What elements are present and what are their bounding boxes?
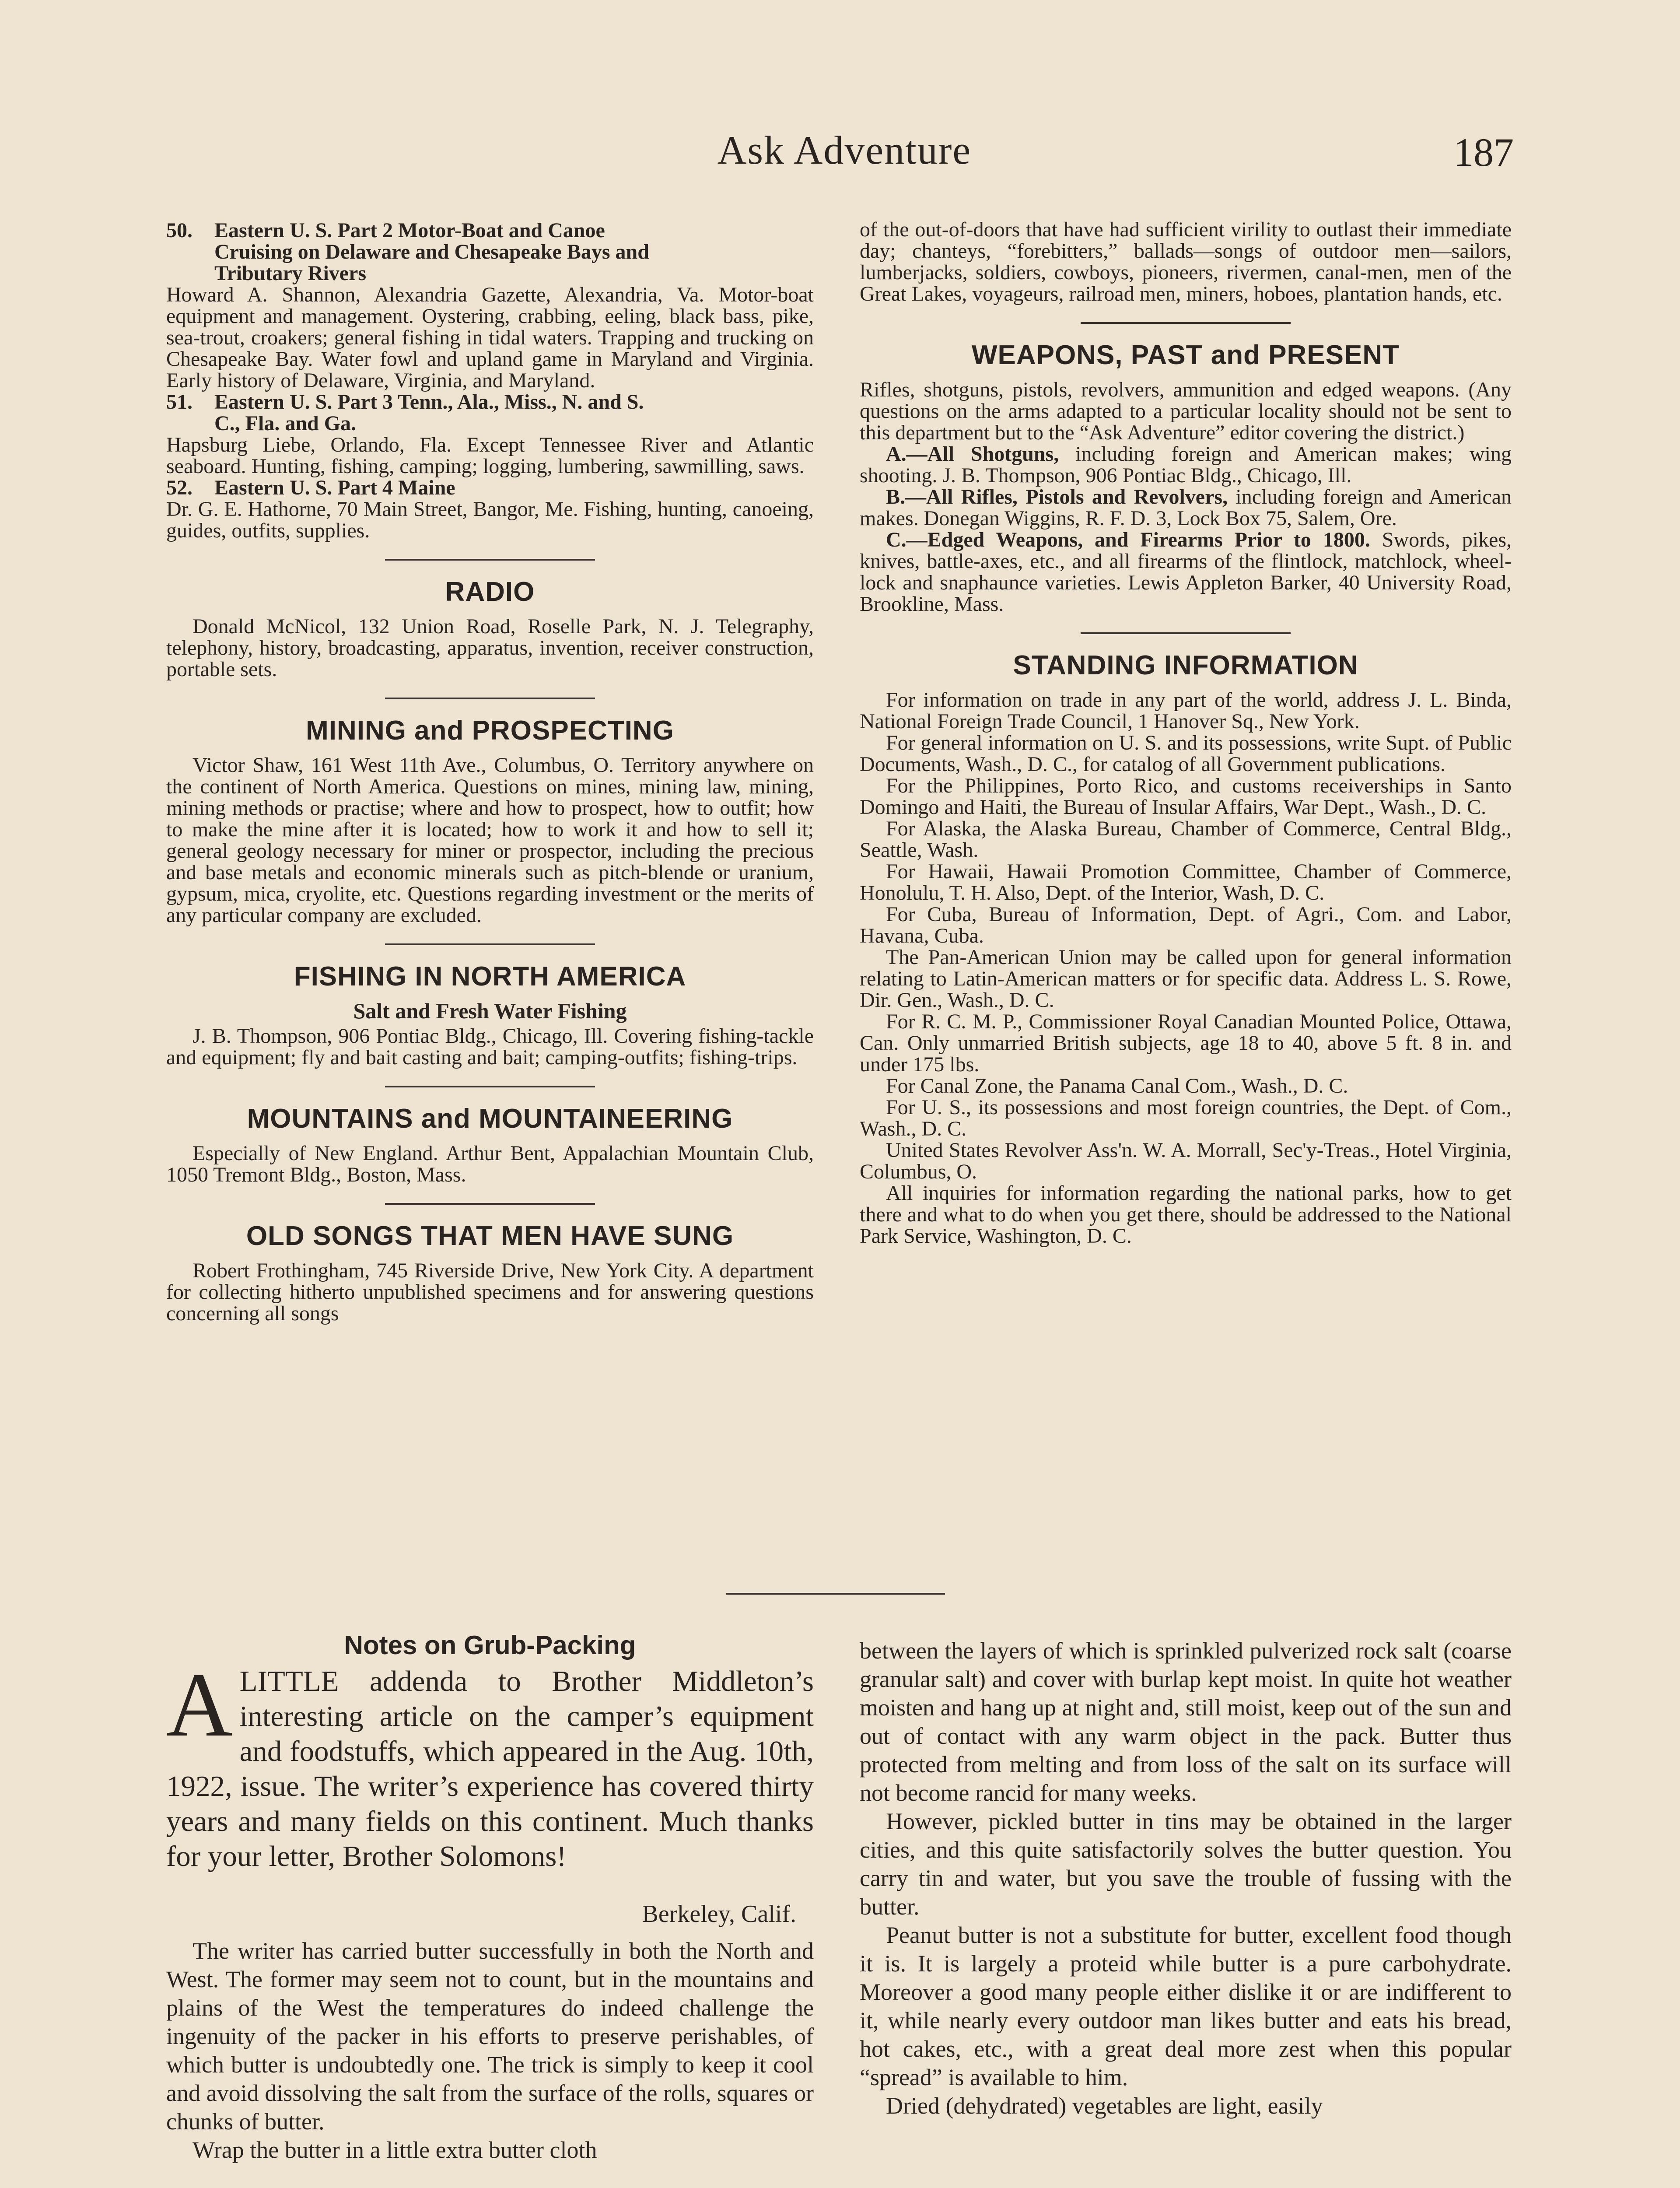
article-paragraph: Dried (dehydrated) vegetables are light, easily: [886, 2093, 1323, 2119]
entry-body: Hapsburg Liebe, Orlando, Fla. Except Tennessee River and Atlantic seaboard. Hunting, fishing, camping; logging, lumbering, sawmilling, saws.: [166, 433, 814, 478]
standing-info-item: For Canal Zone, the Panama Canal Com., Wash., D. C.: [886, 1074, 1348, 1098]
section-body-radio: Donald McNicol, 132 Union Road, Roselle Park, N. J. Telegraphy, telephony, history, broadcasting, apparatus, invention, receiver construction, portable sets.: [166, 615, 814, 681]
entry-title: C., Fla. and Ga.: [214, 412, 357, 435]
section-body-fishing: J. B. Thompson, 906 Pontiac Bldg., Chicago, Ill. Covering fishing-tackle and equipment; fly and bait casting and bait; camping-outfits; fishing-trips.: [166, 1024, 814, 1069]
section-heading-radio: RADIO: [445, 577, 535, 607]
section-divider: [1081, 322, 1291, 324]
article-lead: [166, 1654, 814, 1874]
weapons-entry-title: B.—All Rifles, Pistols and Revolvers,: [886, 485, 1228, 508]
notes-right-column: [860, 1637, 1512, 2120]
section-heading-fishing: FISHING IN NORTH AMERICA: [294, 961, 686, 992]
article-divider: [726, 1593, 945, 1595]
standing-info-item: For the Philippines, Porto Rico, and customs receiverships in Santo Domingo and Haiti, the Bureau of Insular Affairs, War Dept., Wash., D. C.: [860, 774, 1512, 819]
entry-title: Eastern U. S. Part 3 Tenn., Ala., Miss., N. and S.: [214, 390, 644, 414]
section-divider: [385, 698, 595, 699]
standing-info-list: [860, 689, 1512, 1247]
section-subheading-fishing: Salt and Fresh Water Fishing: [353, 999, 627, 1023]
entry-number: 52.: [166, 476, 192, 499]
standing-info-item: All inquiries for information regarding the national parks, how to get there and what to do when you get there, should be addressed to the National Park Service, Washington, D. C.: [860, 1182, 1512, 1248]
weapons-entry-body: including foreign and American makes; wing shooting. J. B. Thompson, 906 Pontiac Bldg., Chicago, Ill.: [860, 442, 1512, 487]
entry-title: Tributary Rivers: [214, 262, 367, 285]
standing-info-item: The Pan-American Union may be called upon for general information relating to Latin-American matters or for specific data. Address L. S. Rowe, Dir. Gen., Wash., D. C.: [860, 946, 1512, 1012]
entry-52: [166, 477, 814, 541]
weapons-entry-body: including foreign and American makes. Donegan Wiggins, R. F. D. 3, Lock Box 75, Salem, Ore.: [860, 485, 1512, 530]
drop-cap: A: [166, 1654, 233, 1756]
songs-continued: of the out-of-doors that have had sufficient virility to outlast their immediate day; chanteys, “forebitters,” ballads—songs of outdoor men—sailors, lumberjacks, soldiers, cowboys, pioneers, rivermen, canal-men, men of the Great Lakes, voyageurs, railroad men, miners, hoboes, plantation hands, etc.: [860, 218, 1512, 305]
section-heading-mining: MINING and PROSPECTING: [306, 715, 674, 746]
article-paragraph: Wrap the butter in a little extra butter cloth: [192, 2137, 597, 2163]
running-title: Ask Adventure: [717, 128, 972, 172]
notes-left-column: [166, 1630, 814, 2164]
weapons-entry-title: C.—Edged Weapons, and Firearms Prior to 1800.: [886, 528, 1370, 551]
entry-50: [166, 220, 814, 391]
section-divider: [385, 1203, 595, 1205]
weapons-intro: Rifles, shotguns, pistols, revolvers, ammunition and edged weapons. (Any questions on the arms adapted to a particular locality should not be sent to this department but to the “Ask Adventure” editor covering the district.): [860, 378, 1512, 444]
entry-body: Dr. G. E. Hathorne, 70 Main Street, Bangor, Me. Fishing, hunting, canoeing, guides, outfits, supplies.: [166, 498, 814, 542]
article-paragraph: between the layers of which is sprinkled pulverized rock salt (coarse granular salt) and cover with burlap kept moist. In quite hot weather moisten and hang up at night and, still moist, keep out of the sun and out of contact with any warm object in the pack. Butter thus protected from melting and from loss of the salt on its surface will not become rancid for many weeks.: [860, 1637, 1512, 1806]
right-column: [860, 219, 1512, 1247]
standing-info-item: For Hawaii, Hawaii Promotion Committee, Chamber of Commerce, Honolulu, T. H. Also, Dept. of the Interior, Wash, D. C.: [860, 860, 1512, 905]
section-body-mountains: Especially of New England. Arthur Bent, Appalachian Mountain Club, 1050 Tremont Bldg., Boston, Mass.: [166, 1142, 814, 1186]
section-body-songs: Robert Frothingham, 745 Riverside Drive, New York City. A department for collecting hitherto unpublished specimens and for answering questions concerning all songs: [166, 1259, 814, 1325]
standing-info-item: For general information on U. S. and its possessions, write Supt. of Public Documents, Wash., D. C., for catalog of all Government publications.: [860, 731, 1512, 776]
entry-title: Cruising on Delaware and Chesapeake Bays and: [214, 240, 649, 263]
section-body-mining: Victor Shaw, 161 West 11th Ave., Columbus, O. Territory anywhere on the continent of North America. Questions on mines, mining law, mining, mining methods or practise; where and how to prospect, how to outfit; how to make the mine after it is located; how to work it and how to sell it; general geology necessary for miner or prospector, including the precious and base metals and economic minerals such as pitch-blende or uranium, gypsum, mica, cryolite, etc. Questions regarding investment or the merits of any particular company are excluded.: [166, 754, 814, 927]
section-heading-standing: STANDING INFORMATION: [1013, 650, 1358, 680]
weapons-entry-body: Swords, pikes, knives, battle-axes, etc., and all firearms of the flintlock, matchlock, wheel-lock and snaphaunce varieties. Lewis Appleton Barker, 40 University Road, Brookline, Mass.: [860, 528, 1512, 616]
section-divider: [385, 559, 595, 561]
signoff: Berkeley, Calif.: [642, 1900, 796, 1928]
article-paragraph: The writer has carried butter successfully in both the North and West. The former may seem not to count, but in the mountains and plains of the West the temperatures do indeed challenge the ingenuity of the packer in his efforts to preserve perishables, of which butter is undoubtedly one. The trick is simply to keep it cool and avoid dissolving the salt from the surface of the rolls, squares or chunks of butter.: [166, 1938, 814, 2135]
entry-51: [166, 391, 814, 477]
page-number: 187: [1453, 130, 1514, 175]
standing-info-item: United States Revolver Ass'n. W. A. Morrall, Sec'y-Treas., Hotel Virginia, Columbus, O.: [860, 1139, 1512, 1183]
section-divider: [1081, 632, 1291, 634]
weapons-entry-title: A.—All Shotguns,: [886, 442, 1059, 466]
section-divider: [385, 1086, 595, 1087]
entry-title: Eastern U. S. Part 2 Motor-Boat and Canoe: [214, 219, 605, 242]
entry-number: 50.: [166, 219, 192, 242]
weapons-entry-b: [860, 486, 1512, 529]
entry-body: Howard A. Shannon, Alexandria Gazette, Alexandria, Va. Motor-boat equipment and management. Oystering, crabbing, eeling, black bass, pike, sea-trout, croakers; general fishing in tidal waters. Trapping and trucking on Chesapeake Bay. Water fowl and upland game in Maryland and Virginia. Early history of Delaware, Virginia, and Maryland.: [166, 283, 814, 392]
standing-info-item: For U. S., its possessions and most foreign countries, the Dept. of Com., Wash., D. C.: [860, 1096, 1512, 1140]
standing-info-item: For Alaska, the Alaska Bureau, Chamber of Commerce, Central Bldg., Seattle, Wash.: [860, 817, 1512, 862]
lead-text: LITTLE addenda to Brother Middleton’s interesting article on the camper’s equipment and foodstuffs, which appeared in the Aug. 10th, 1922, issue. The writer’s experience has covered thirty years and many fields on this continent. Much thanks for your letter, Brother Solomons!: [166, 1665, 814, 1872]
section-heading-songs: OLD SONGS THAT MEN HAVE SUNG: [246, 1221, 734, 1251]
entry-number: 51.: [166, 390, 192, 414]
weapons-entry-c: [860, 529, 1512, 615]
entry-title: Eastern U. S. Part 4 Maine: [214, 476, 455, 499]
article-paragraph: Peanut butter is not a substitute for butter, excellent food though it is. It is largely a proteid while butter is a pure carbohydrate. Moreover a good many people either dislike it or are indifferent to it, while nearly every outdoor man likes butter and eats his bread, hot cakes, etc., with a great deal more zest when this popular “spread” is available to him.: [860, 1922, 1512, 2090]
article-paragraph: However, pickled butter in tins may be obtained in the larger cities, and this quite satisfactorily solves the butter question. You carry tin and water, but you save the trouble of fussing with the butter.: [860, 1808, 1512, 1920]
article-title: Notes on Grub-Packing: [344, 1630, 636, 1660]
section-divider: [385, 943, 595, 945]
left-column: [166, 220, 814, 1324]
standing-info-item: For Cuba, Bureau of Information, Dept. of Agri., Com. and Labor, Havana, Cuba.: [860, 903, 1512, 947]
section-heading-weapons: WEAPONS, PAST and PRESENT: [971, 340, 1400, 370]
standing-info-item: For information on trade in any part of the world, address J. L. Binda, National Foreign Trade Council, 1 Hanover Sq., New York.: [860, 688, 1512, 733]
weapons-entry-a: [860, 443, 1512, 486]
standing-info-item: For R. C. M. P., Commissioner Royal Canadian Mounted Police, Ottawa, Can. Only unmarried British subjects, age 18 to 40, above 5 ft. 8 in. and under 175 lbs.: [860, 1010, 1512, 1076]
section-heading-mountains: MOUNTAINS and MOUNTAINEERING: [247, 1104, 733, 1134]
